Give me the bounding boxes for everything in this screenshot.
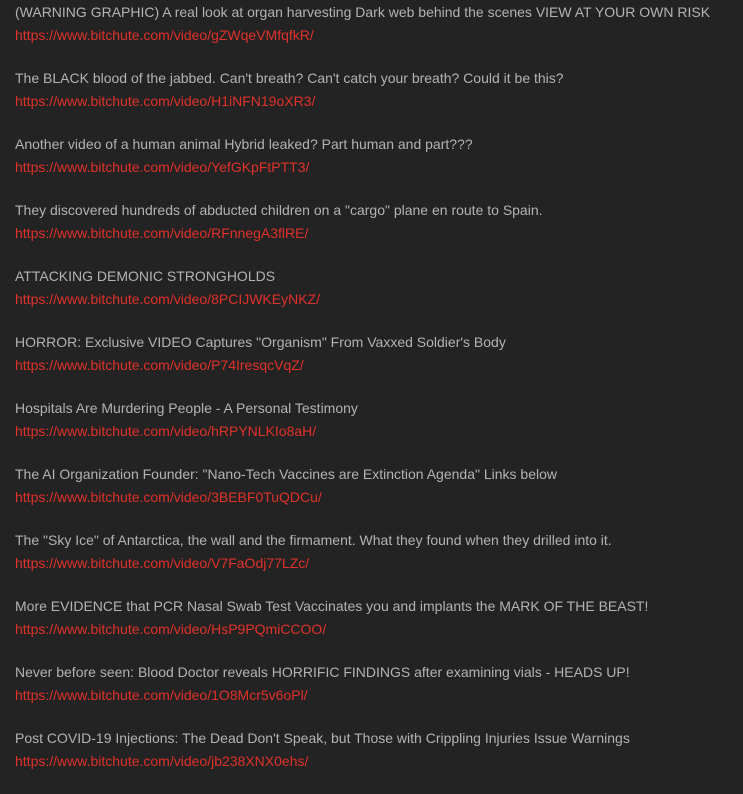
list-item bbox=[15, 662, 743, 728]
list-item bbox=[15, 332, 743, 398]
list-item bbox=[15, 200, 743, 266]
post-title: ATTACKING DEMONIC STRONGHOLDS bbox=[15, 268, 276, 284]
video-link[interactable]: https://www.bitchute.com/video/3BEBF0TuQDCu/ bbox=[15, 489, 322, 505]
post-title: Post COVID-19 Injections: The Dead Don't Speak, but Those with Crippling Injuries Issue Warnings bbox=[15, 730, 630, 746]
video-link[interactable]: https://www.bitchute.com/video/1O8Mcr5v6oPl/ bbox=[15, 687, 308, 703]
list-item bbox=[15, 266, 743, 332]
list-item bbox=[15, 728, 743, 794]
video-link[interactable]: https://www.bitchute.com/video/V7FaOdj77LZc/ bbox=[15, 555, 310, 571]
list-item bbox=[15, 2, 743, 68]
list-item bbox=[15, 530, 743, 596]
video-link[interactable]: https://www.bitchute.com/video/P74IresqcVqZ/ bbox=[15, 357, 304, 373]
post-title: Never before seen: Blood Doctor reveals HORRIFIC FINDINGS after examining vials - HEADS UP! bbox=[15, 664, 630, 680]
video-link[interactable]: https://www.bitchute.com/video/YefGKpFtPTT3/ bbox=[15, 159, 310, 175]
video-link[interactable]: https://www.bitchute.com/video/gZWqeVMfqfkR/ bbox=[15, 27, 314, 43]
post-title: They discovered hundreds of abducted children on a "cargo" plane en route to Spain. bbox=[15, 202, 543, 218]
video-link[interactable]: https://www.bitchute.com/video/8PCIJWKEyNKZ/ bbox=[15, 291, 320, 307]
post-title: HORROR: Exclusive VIDEO Captures "Organism" From Vaxxed Soldier's Body bbox=[15, 334, 506, 350]
video-link[interactable]: https://www.bitchute.com/video/jb238XNX0ehs/ bbox=[15, 753, 309, 769]
video-link[interactable]: https://www.bitchute.com/video/hRPYNLKIo8aH/ bbox=[15, 423, 317, 439]
post-title: The BLACK blood of the jabbed. Can't breath? Can't catch your breath? Could it be this? bbox=[15, 70, 564, 86]
post-title: Another video of a human animal Hybrid leaked? Part human and part??? bbox=[15, 136, 473, 152]
post-title: More EVIDENCE that PCR Nasal Swab Test Vaccinates you and implants the MARK OF THE BEAST! bbox=[15, 598, 649, 614]
list-item bbox=[15, 596, 743, 662]
list-item bbox=[15, 464, 743, 530]
video-link[interactable]: https://www.bitchute.com/video/RFnnegA3flRE/ bbox=[15, 225, 309, 241]
post-title: The AI Organization Founder: "Nano-Tech Vaccines are Extinction Agenda" Links below bbox=[15, 466, 557, 482]
video-link[interactable]: https://www.bitchute.com/video/H1iNFN19oXR3/ bbox=[15, 93, 316, 109]
list-item bbox=[15, 398, 743, 464]
post-title: (WARNING GRAPHIC) A real look at organ harvesting Dark web behind the scenes VIEW AT YOUR OWN RISK bbox=[15, 4, 711, 20]
post-title: The "Sky Ice" of Antarctica, the wall and the firmament. What they found when they drilled into it. bbox=[15, 532, 612, 548]
list-item bbox=[15, 134, 743, 200]
list-item bbox=[15, 68, 743, 134]
post-title: Hospitals Are Murdering People - A Personal Testimony bbox=[15, 400, 358, 416]
video-link[interactable]: https://www.bitchute.com/video/HsP9PQmiCCOO/ bbox=[15, 621, 327, 637]
